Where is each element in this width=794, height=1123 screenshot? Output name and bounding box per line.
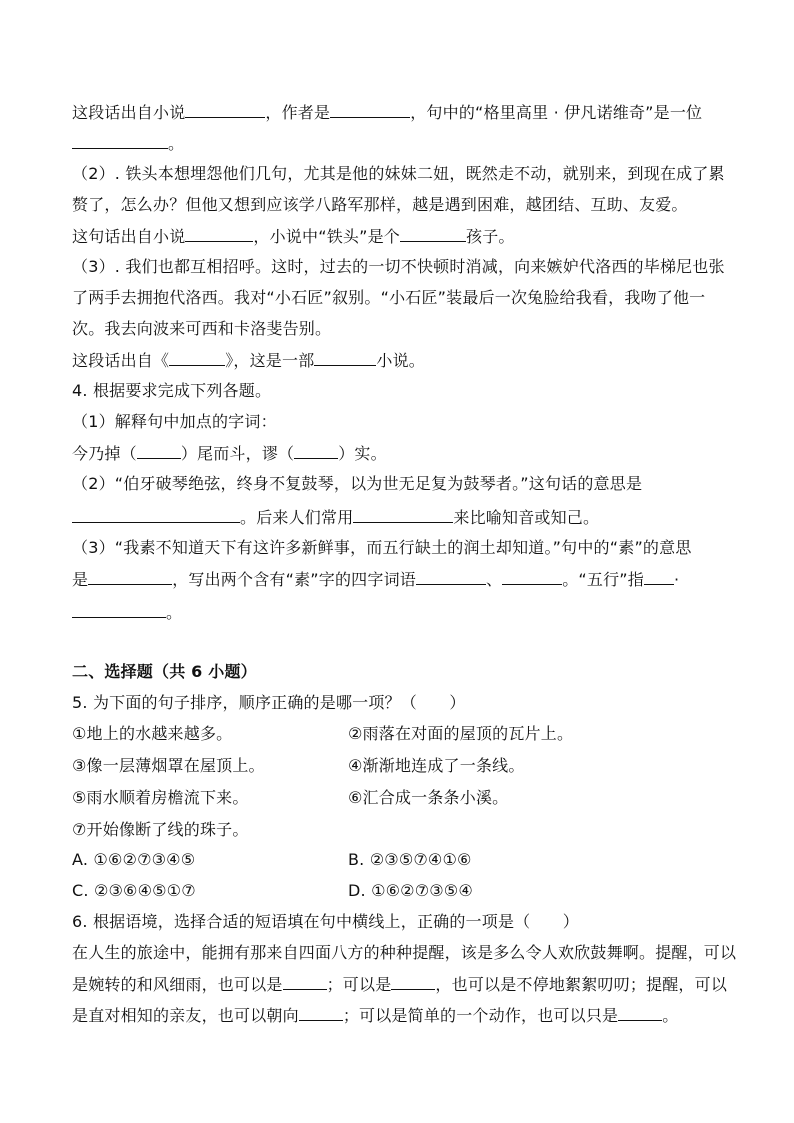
q4-2-line-b [72,505,599,529]
text: （2）. 铁头本想埋怨他们几句，尤其是他的妹妹二妞，既然走不动，就别来，到现在成了累 [72,164,725,183]
text: ；可以是 [326,975,392,994]
q5-sentence-2 [348,722,573,746]
q3-3-line-b [72,286,705,310]
q3-1-line-a [72,100,702,124]
q4-1-line-a [72,410,277,434]
q5-sentence-1 [72,722,232,746]
text: 了两手去拥抱代洛西。我对“小石匠”叙别。“小石匠”装最后一次兔脸给我看，我吻了他一 [72,288,706,307]
text: ）实。 [338,444,387,463]
q4-stem [72,379,271,403]
answer-blank[interactable] [185,224,253,242]
text: ，句中的“格里高里 · 伊凡诺维奇”是一位 [410,103,703,122]
text: 是婉转的和风细雨，也可以是 [72,975,283,994]
q6-stem [72,910,579,934]
text: 来比喻知音或知己。 [453,508,600,527]
text: D. ①⑥②⑦③⑤④ [348,881,473,900]
q3-3-line-c [72,317,331,341]
text: ；可以是简单的一个动作，也可以只是 [342,1006,619,1025]
answer-blank[interactable] [72,600,166,618]
q5-sentence-3 [72,754,265,778]
q3-1-line-b [72,131,184,155]
text: 。 [168,134,185,153]
text: 次。我去向波来可西和卡洛斐告别。 [72,319,332,338]
answer-blank[interactable] [169,348,225,366]
q6-line-b [72,972,727,996]
text: 孩子。 [466,227,515,246]
text: ⑦开始像断了线的珠子。 [72,820,249,839]
text: C. ②③⑥④⑤①⑦ [72,881,196,900]
answer-blank[interactable] [299,1003,343,1021]
text: 》，这是一部 [225,351,315,370]
text: 4. 根据要求完成下列各题。 [72,381,272,400]
text: 。“五行”指 [562,570,644,589]
q6-line-a [72,941,736,965]
answer-blank[interactable] [283,972,327,990]
text: 。 [166,603,183,622]
q3-3-line-d [72,348,425,372]
text: ，写出两个含有“素”字的四字词语 [172,570,416,589]
q5-sentence-4 [348,754,525,778]
text: 在人生的旅途中，能拥有那来自四面八方的种种提醒，该是多么令人欢欣鼓舞啊。提醒，可以 [72,943,737,962]
text: 。 [662,1006,679,1025]
text: ，也可以是不停地絮絮叨叨；提醒，可以 [435,975,728,994]
q3-2-line-c [72,224,515,248]
answer-blank[interactable] [72,505,240,523]
answer-blank[interactable] [72,131,168,149]
text: 二、选择题（共 6 小题） [72,662,257,681]
text: ①地上的水越来越多。 [72,724,233,743]
answer-blank[interactable] [416,567,486,585]
text: 6. 根据语境，选择合适的短语填在句中横线上，正确的一项是（ ） [72,912,579,931]
q6-line-c [72,1003,678,1027]
answer-blank[interactable] [294,441,338,459]
text: 。后来人们常用 [240,508,354,527]
text: 小说。 [376,351,426,370]
q4-3-line-c [72,600,182,624]
q5-option-b[interactable] [348,848,472,872]
text: A. ①⑥②⑦③④⑤ [72,850,196,869]
answer-blank[interactable] [185,100,265,118]
q5-sentence-7 [72,818,249,842]
text: ，作者是 [265,103,331,122]
answer-blank[interactable] [330,100,410,118]
q4-2-line-a [72,472,642,496]
q4-1-line-b [72,441,387,465]
text: 这段话出自小说 [72,103,186,122]
text: （3）“我素不知道天下有这许多新鲜事，而五行缺土的润土却知道。”句中的“素”的意思 [72,538,692,557]
answer-blank[interactable] [400,224,466,242]
q5-stem [72,691,466,715]
text: ②雨落在对面的屋顶的瓦片上。 [348,724,574,743]
text: 5. 为下面的句子排序，顺序正确的是哪一项？（ ） [72,693,466,712]
text: （3）. 我们也都互相招呼。这时，过去的一切不快顿时消减，向来嫉妒代洛西的毕梯尼也张 [72,257,725,276]
text: ⑤雨水顺着房檐流下来。 [72,788,249,807]
text: 是直对相知的亲友，也可以朝向 [72,1006,299,1025]
answer-blank[interactable] [314,348,376,366]
answer-blank[interactable] [88,567,172,585]
text: ，小说中“铁头”是个 [253,227,400,246]
text: 这句话出自小说 [72,227,186,246]
q5-option-c[interactable] [72,879,196,903]
text: B. ②③⑤⑦④①⑥ [348,850,472,869]
text: ）尾而斗，谬（ [180,444,295,463]
answer-blank[interactable] [137,441,181,459]
q3-2-line-b [72,193,688,217]
text: 今乃掉（ [72,444,137,463]
answer-blank[interactable] [391,972,435,990]
text: 、 [485,570,503,589]
text: ③像一层薄烟罩在屋顶上。 [72,756,265,775]
q3-3-line-a [72,255,725,279]
q4-3-line-b [72,567,679,591]
text: 这段话出自《 [72,351,170,370]
text: ④渐渐地连成了一条线。 [348,756,525,775]
text: （1）解释句中加点的字词： [72,412,277,431]
answer-blank[interactable] [502,567,562,585]
q4-3-line-a [72,536,692,560]
section-heading [72,660,257,684]
q5-sentence-5 [72,786,249,810]
text: （2）“伯牙破琴绝弦，终身不复鼓琴，以为世无足复为鼓琴者。”这句话的意思是 [72,474,643,493]
answer-blank[interactable] [644,567,674,585]
text: 赘了，怎么办？但他又想到应该学八路军那样，越是遇到困难，越团结、互助、友爱。 [72,195,688,214]
q3-2-line-a [72,162,725,186]
q5-option-a[interactable] [72,848,195,872]
text: 是 [72,570,89,589]
answer-blank[interactable] [353,505,453,523]
text: ⑥汇合成一条条小溪。 [348,788,509,807]
q5-sentence-6 [348,786,508,810]
q5-option-d[interactable] [348,879,473,903]
answer-blank[interactable] [618,1003,662,1021]
text: · [673,570,680,589]
